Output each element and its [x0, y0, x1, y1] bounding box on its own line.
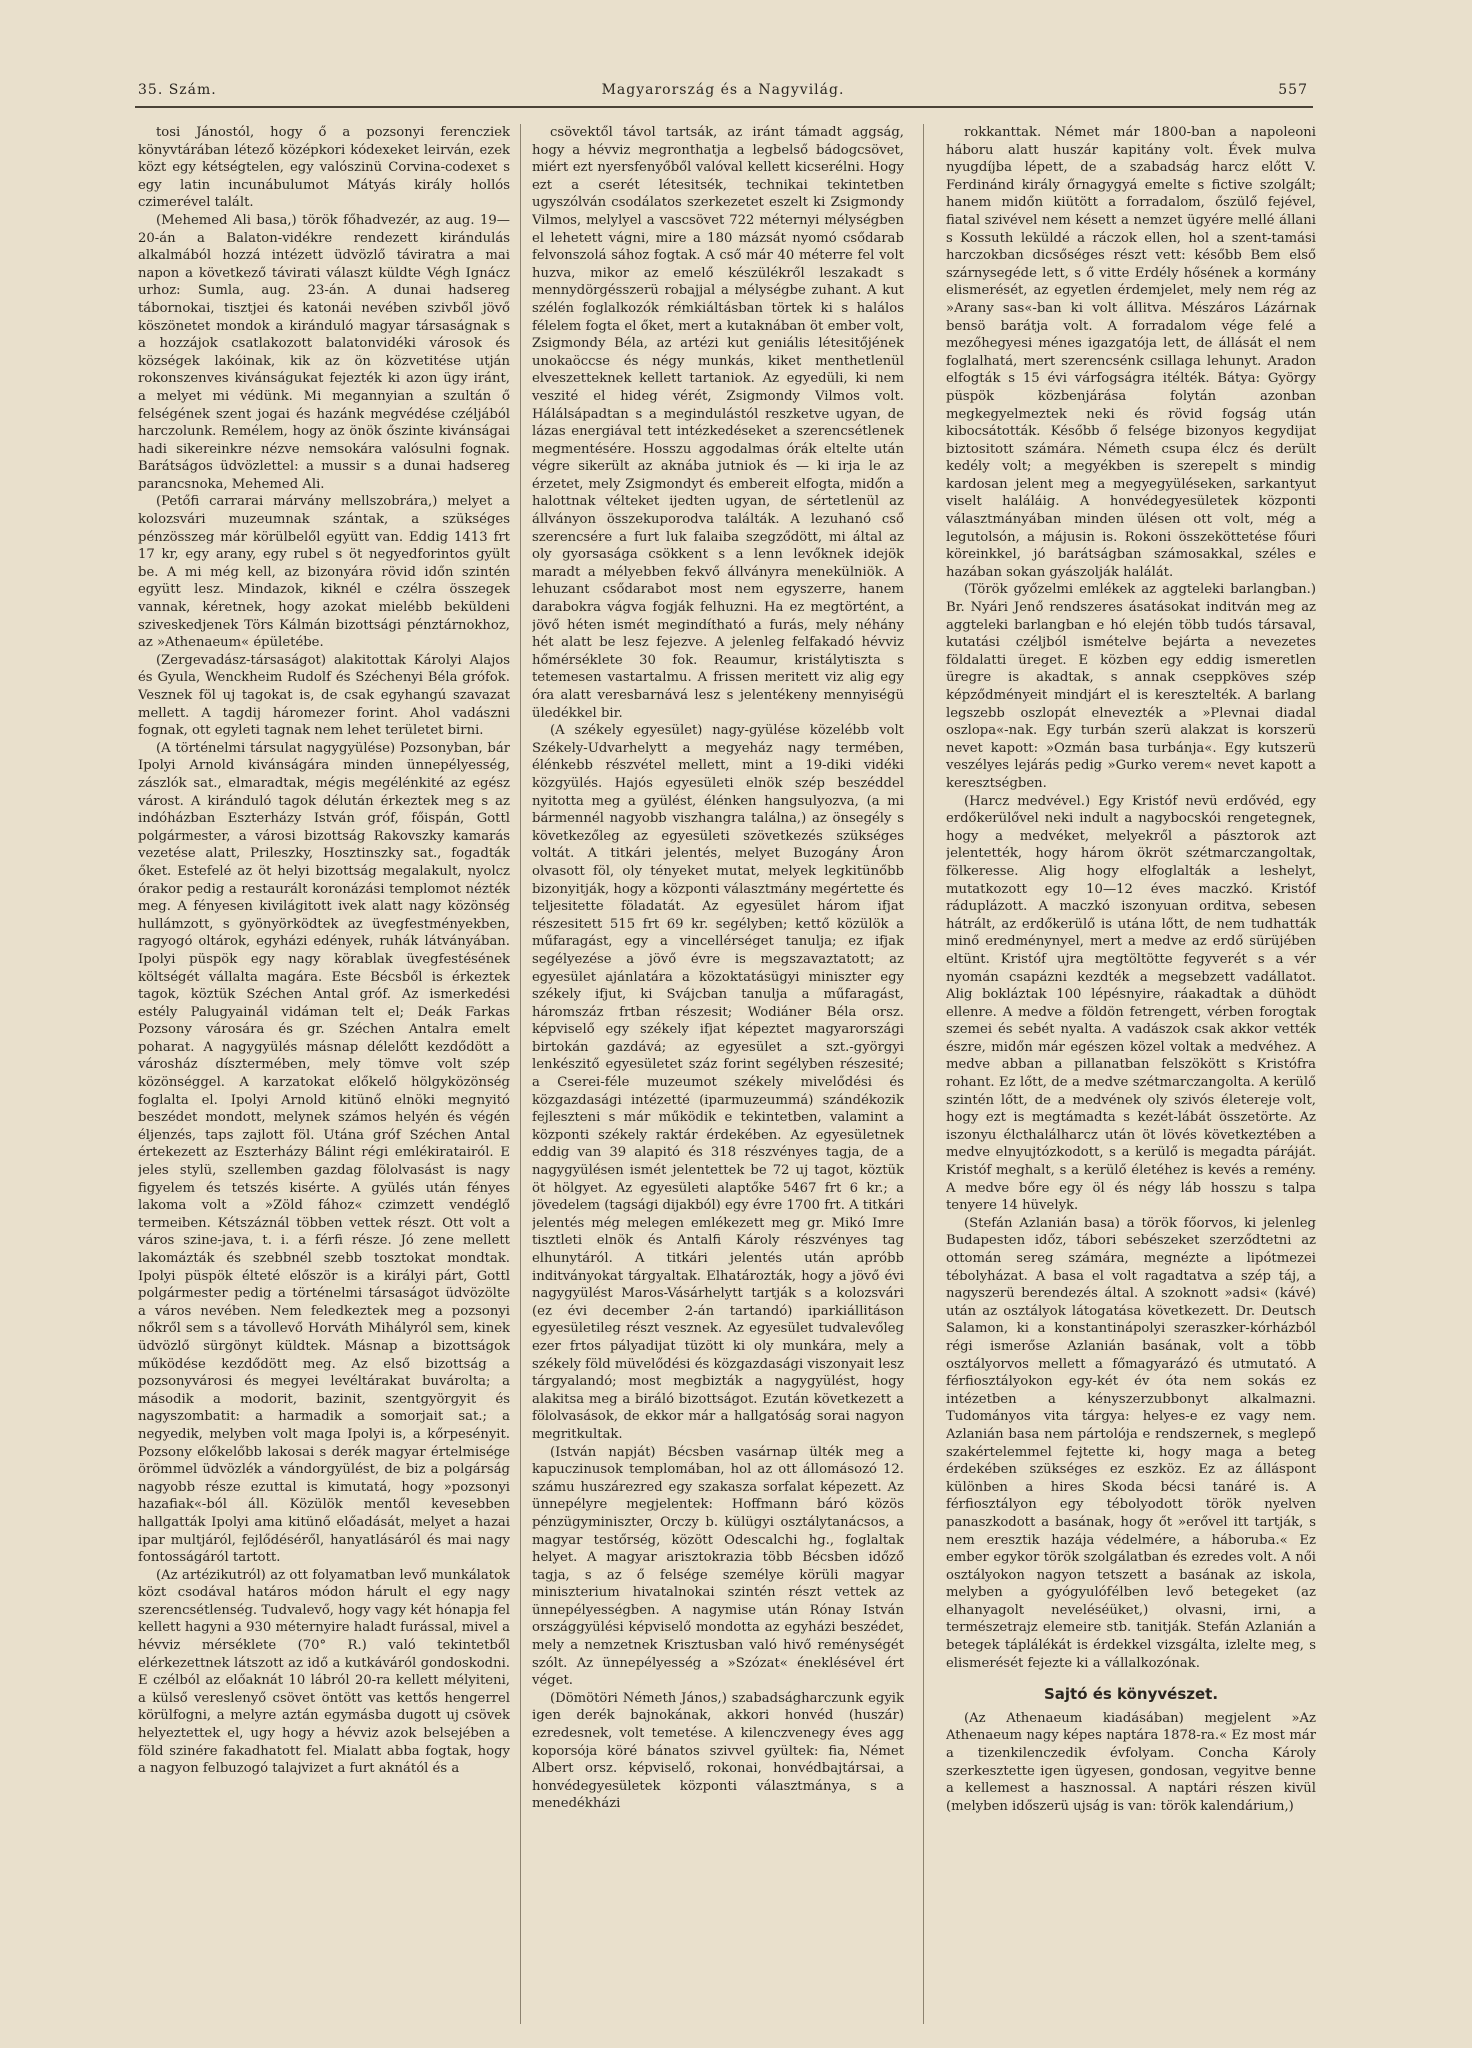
issue-number: 35. Szám.	[138, 82, 217, 98]
header-divider	[135, 106, 1313, 108]
article-paragraph: (Az artézikutról) az ott folyamatban levő munkálatok közt csodával határos módon hárult el egy nagy szerencsétlenség. Tudvalevő, hogy vagy két hónapja fel kellett hagyni a 930 méternyire haladt furással, mivel a hévviz mérséklete (70° R.) való tekintetből elérkezettnek látszott az idő a kutkáváról gondoskodni. E czélból az előaknát 10 lábról 20-ra kellett mélyiteni, a külső vereslenyő csövet öntött vas kettős hengerrel körülfogni, a melyre aztán egymásba dugott uj csövek helyeztettek el, ugy hogy a hévviz azok belsejében a föld szinére fakadhatott fel. Mialatt abba fogtak, hogy a nagyon felbuzogó talajvizet a furt aknától és a	[138, 1567, 510, 1777]
article-paragraph: (Az Athenaeum kiadásában) megjelent »Az Athenaeum nagy képes naptára 1878-ra.« Ez most már a tizenkilenczedik évfolyam. Concha Károly szerkesztette igen ügyesen, gondosan, vegyitve benne a kellemest a hasznossal. A naptári részen kivül (melyben időszerü ujság is van: török kalendárium,)	[946, 1710, 1316, 1814]
column-divider	[923, 124, 924, 2024]
article-paragraph: (Petőfi carrarai márvány mellszobrára,) melyet a kolozsvári muzeumnak szántak, a szükséges pénzösszeg már körülbelől együtt van. Eddig 1413 frt 17 kr, egy arany, egy rubel s öt negyedforintos gyült be. A mi még kell, az bizonyára rövid időn szintén együtt lesz. Mindazok, kiknél e czélra összegek vannak, kéretnek, hogy azokat mielébb beküldeni sziveskedjenek Törs Kálmán bizottsági pénztárnokhoz, az »Athenaeum« épületébe.	[138, 494, 510, 651]
article-paragraph: (A székely egyesület) nagy-gyülése közelébb volt Székely-Udvarhelytt a megyeház nagy termében, élénkebb részvétel mellett, mint a 19-diki vidéki közgyülés. Hajós egyesületi elnök szép beszéddel nyitotta meg a gyülést, élénken hangsulyozva, (a mi bármennél nagyobb viszhangra találna,) az önsegély s következőleg az egyesületi szövetkezés szükséges voltát. A titkári jelentés, melyet Buzogány Áron olvasott föl, oly tényeket mutat, melyek legkitünőbb bizonyitják, hogy a központi választmány megértette és teljesitette föladatát. Az egyesület három ifjat részesitett 515 frt 69 kr. segélyben; kettő közülök a műfaragást, egy a vincellérséget tanulja; ez ifjak segélyezése a jövő évre is megszavaztatott; az egyesület ajánlatára a közoktatásügyi miniszter egy székely ifjut, ki Svájcban tanulja a műfaragást, háromszáz frtban részesit; Wodiáner Béla orsz. képviselő egy székely ifjat képeztet magyarországi birtokán gazdává; az egyesület a szt.-györgyi lenkészitő egyesületet száz forint segélyben részesité; a Cserei-féle muzeumot székely mivelődési és közgazdasági intézetté (iparmuzeummá) szándékozik fejleszteni s már működik e tekintetben, valamint a központi székely raktár érdekében. Az egyesületnek eddig van 39 alapitó és 318 részvényes tagja, de a nagygyülésen ismét jelentettek be 72 uj tagot, köztük öt hölgyet. Az egyesületi alaptőke 5467 frt 6 kr.; a jövedelem (tagsági dijakból) egy évre 1700 frt. A titkári jelentés még melegen emlékezett meg gr. Mikó Imre tisztleti elnök és Antalfi Károly részvényes tag elhunytáról. A titkári jelentés után apróbb inditványokat tárgyaltak. Elhatározták, hogy a jövő évi nagygyülést Maros-Vásárhelytt tartják s a kolozsvári (ez évi december 2-án tartandó) iparkiállitáson egyesületileg részt vesznek. Az egyesület tudvalevőleg ezer frtos pályadijat tüzött ki oly munkára, mely a székely föld müvelődési és közgazdasági viszonyait lesz tárgyalandó; most megbizták a nagygyülést, hogy alakitsa meg a biráló bizottságot. Ezután következett a fölolvasások, de ekkor már a hallgatóság sorai nagyon megritkultak.	[532, 723, 904, 1442]
article-paragraph: (Dömötöri Németh János,) szabadságharczunk egyik igen derék bajnokának, akkori honvéd (huszár) ezredesnek, volt temetése. A kilenczvenegy éves agg koporsója köré bánatos szivvel gyültek: fia, Német Albert orsz. képviselő, rokonai, honvédbajtársai, a honvédegyesületek központi választmánya, s a menedékházi	[532, 1690, 904, 1812]
article-paragraph: (Harcz medvével.) Egy Kristóf nevü erdővéd, egy erdőkerülővel neki indult a nagybocskói rengetegnek, hogy a medvéket, melyekről a pásztorok azt jelentették, hogy három ökröt szétmarczangoltak, fölkeresse. Alig hogy elfoglalták a leshelyt, mutatkozott egy 10—12 éves maczkó. Kristóf ráduplázott. A maczkó iszonyuan orditva, sebesen hátrált, az erdőkerülő is utána lőtt, de nem tudhatták minő eredménynyel, mert a medve az erdő sürüjében eltünt. Kristóf ujra megtöltötte fegyverét s a vér nyomán csapázni kezdték a megsebzett vadállatot. Alig bokláztak 100 lépésnyire, ráakadtak a dühödt ellenre. A medve a földön fetrengett, vérben forogtak szemei és sebét nyalta. A vadászok csak akkor vették észre, midőn már egészen közel voltak a medvéhez. A medve abban a pillanatban felszökött s Kristófra rohant. Ez lőtt, de a medve szétmarczangolta. A kerülő szintén lőtt, de a medvének oly szivós életereje volt, hogy ezt is megtámadta s kezét-lábát összetörte. Az iszonyu élcthalálharcz után öt lövés következtében a medve elnyujtózkodott, s a kerülő is megadta páráját. Kristóf meghalt, s a kerülő életéhez is kevés a remény. A medve bőre egy öl és négy láb hosszu s talpa tenyere 14 hüvelyk.	[946, 793, 1316, 1214]
column-2	[532, 124, 904, 2034]
article-paragraph: rokkanttak. Német már 1800-ban a napoleoni háboru alatt huszár kapitány volt. Évek mulva nyugdíjba lépett, de a szabadság harcz előtt V. Ferdinánd király őrnagygyá emelte s fictive szolgált; hanem midőn kiütött a forradalom, őszülő fejével, fiatal szivével nem késett a nemzet ügyére mellé állani s Kossuth leküldé a ráczok ellen, hol a szent-tamási harczokban dicsőséges részt vett: később Bem első szárnysegéde lett, s ő vitte Erdély hősének a kormány elismerését, az egyetlen érdemjelet, mely nem rég az »Arany sas«-ban ki volt állitva. Mészáros Lázárnak bensö barátja volt. A forradalom vége felé a mezőhegyesi ménes igazgatója lett, de állását el nem foglalhatá, mert szerencsénk csillaga lehunyt. Aradon elfogták s 15 évi várfogságra itélték. Bátya: György püspök közbenjárása folytán azonban megkegyelmeztek neki és rövid fogság után kibocsátották. Később ő felsége bizonyos kegydijat biztositott számára. Németh csupa élcz és derült kedély volt; a megyékben is szerepelt s mindig kardosan jelent meg a megyegyüléseken, sarkantyut viselt haláláig. A honvédegyesületek központi választmányában minden ülésen ott volt, még a legutolsón, a májusin is. Rokoni összeköttetése főuri köreinkkel, jó barátságban számosakkal, széles e hazában sokan gyászolják halálát.	[946, 125, 1316, 580]
article-paragraph: tosi Jánostól, hogy ő a pozsonyi ferencziek könyvtárában létező középkori kódexeket leirván, ezek közt egy kétségtelen, egy valószinü Corvina-codexet s egy latin incunábulumot Mátyás király hollós czimerével talált.	[138, 125, 510, 211]
column-divider	[520, 124, 521, 2024]
column-1	[138, 124, 510, 2034]
article-paragraph: (Zergevadász-társaságot) alakitottak Károlyi Alajos és Gyula, Wenckheim Rudolf és Széchenyi Béla grófok. Vesznek föl uj tagokat is, de csak egyhangú szavazat mellett. A tagdij háromezer forint. Ahol vadászni fognak, ott egyleti tagnak nem lehet területet birni.	[138, 652, 510, 739]
column-3	[946, 124, 1316, 2034]
section-heading: Sajtó és könyvészet.	[1043, 1685, 1219, 1704]
article-paragraph: csövektől távol tartsák, az iránt támadt aggság, hogy a hévviz megronthatja a legbelső bádogcsövet, miért ezt nyersfenyőből valóval kellett kicserélni. Hogy ezt a cserét létesitsék, technikai tekintetben ugyszólván csodálatos szerkezetet eszelt ki Zsigmondy Vilmos, melylyel a vascsövet 722 méternyi mélységben el lehetett vágni, mire a 180 mázsát nyomó csődarab felvonszolá sához fogtak. A cső már 40 méterre fel volt huzva, mikor az emelő készülékről leszakadt s mennydörgésszerü robajjal a mélységbe zuhant. A kut szélén foglalkozók rémkiáltásban törtek ki s halálos félelem fogta el őket, mert a kutaknában öt ember volt, Zsigmondy Béla, az artézi kut geniális létesitőjének unokaöccse és négy munkás, kiket menthetlenül elveszetteknek kellett tartaniok. Az egyedüli, ki nem veszité el hideg vérét, Zsigmondy Vilmos volt. Hálálsápadtan s a megindulástól reszketve ugyan, de lázas energiával tett intézkedéseket a szerencsétlenek megmentésére. Hosszu aggodalmas órák eltelte után végre sikerült az aknába jutniok és — ki irja le az érzetet, mely Zsigmondyt és embereit elfogta, midőn a halottnak vélteket ijedten ugyan, de sértetlenül az állványon összekuporodva találták. A lezuhanó cső szerencsére a furt luk falaiba szegződött, mi által az oly gyorsasága csökkent s a lenn levőknek idejök maradt a mélyebben fekvő állványra menekülniök. A lehuzant csődarabot most nem egyszerre, hanem darabokra vágva fogják felhuzni. Ha ez megtörtént, a jövő héten ismét megindítható a furás, mely néhány hét alatt be lesz fejezve. A jelenleg felfakadó hévviz hőmérséklete 30 fok. Reaumur, kristálytiszta s tetemesen vastartalmu. A frissen meritett viz alig egy óra alatt veresbarnává lesz s jelentékeny mennyiségü üledékkel bir.	[532, 125, 904, 721]
publication-title: Magyarország és a Nagyvilág.	[601, 82, 845, 98]
article-paragraph: (Mehemed Ali basa,) török főhadvezér, az aug. 19—20-án a Balaton-vidékre rendezett kirándulás alkalmából hozzá intézett üdvözlő táviratra a mai napon a következő távirati választ küldte Végh Ignácz urhoz: Sumla, aug. 23-án. A dunai hadsereg tábornokai, tisztjei és katonái nevében szivből jövő köszönetet mondok a kiránduló magyar társaságnak s a hozzájok csatlakozott balatonvidéki városok és községek lakóinak, kik az ön közvetitése utján rokonszenves kivánságukat fejezték ki azon ügy iránt, a melyet mi védünk. Mi megannyian a szultán ő felségének szent jogai és hazánk megvédése czéljából harczolunk. Remélem, hogy az önök őszinte kivánságai hadi sikereinkre nézve nemsokára valósulni fognak. Barátságos üdvözlettel: a mussir s a dunai hadsereg parancsnoka, Mehemed Ali.	[138, 212, 510, 492]
page-number: 557	[1278, 82, 1308, 98]
article-paragraph: (Stefán Azlanián basa) a török főorvos, ki jelenleg Budapesten időz, tábori sebészeket szerződtetni az ottomán sereg számára, megnézte a lipótmezei tébolyházat. A basa el volt ragadtatva a szép táj, a nagyszerü berendezés által. A szoknott »adsi« (kávé) után az osztályok látogatása következett. Dr. Deutsch Salamon, ki a konstantinápolyi szeraszker-kórházból régi ismerőse Azlanián basának, volt a több osztályorvos mellett a főmagyarázó és utmutató. A férfiosztályokon egy-két év óta nem sokás ez intézetben a kényszerzubbonyt alkalmazni. Tudományos vita tárgya: helyes-e ez vagy nem. Azlanián basa nem pártolója e rendszernek, s meglepő szakértelemmel fejtette ki, hogy maga a beteg érdekében szükséges ez eszköz. Ez az álláspont különben a hires Skoda bécsi tanáré is. A férfiosztályon egy tébolyodott török nyelven panaszkodott a basának, hogy őt »erővel itt tartják, s nem eresztik hazája védelmére, a háboruba.« Ez ember egykor török szolgálatban és ezredes volt. A női osztályokon nagyon tetszett a basának az iskola, melyben a gyógyulófélben levő betegeket (az elhanyagolt neveléséüket,) olvasni, irni, a természetrajz elemeire stb. tanitják. Stefán Azlanián a betegek táplálékát is érdekkel vizsgálta, izlelte meg, s elismerését fejezte ki a vállalkozónak.	[946, 1215, 1316, 1671]
article-paragraph: (Török győzelmi emlékek az aggteleki barlangban.) Br. Nyári Jenő rendszeres ásatásokat inditván meg az aggteleki barlangban e hó elején több tudós társaval, kutatási czéljból ismételve bejárta a nevezetes földalatti üreget. E közben egy eddig ismeretlen üregre is akadtak, s annak cseppköves szép képződményeit mindjárt el is keresztelték. A barlang legszebb oszlopát elnevezték a »Plevnai diadal oszlopa«-nak. Egy turbán szerü alakzat is korszerü nevet kapott: »Ozmán basa turbánja«. Egy kutszerü veszélyes lejárás pedig »Gurko verem« nevet kapott a keresztségben.	[946, 582, 1316, 791]
article-paragraph: (István napját) Bécsben vasárnap ülték meg a kapuczinusok templomában, hol az ott állomásozó 12. számu huszárezred egy szakasza sorfalat képezett. Az ünnepélyre megjelentek: Hoffmann báró közös pénzügyminiszter, Orczy b. külügyi osztálytanácsos, a magyar testőrség, között Odescalchi hg., foglaltak helyet. A magyar arisztokrazia több Bécsben időző tagja, s az ő felsége személye körüli magyar miniszterium hivatalnokai szintén részt vettek az ünnepélyességben. A nagymise után Rónay István országgyülési képviselő mondotta az egyházi beszédet, mely a nemzetnek Krisztusban való hivő reménységét szólt. Az ünnepélyesség a »Szózat« éneklésével ért véget.	[532, 1444, 904, 1689]
article-paragraph: (A történelmi társulat nagygyülése) Pozsonyban, bár Ipolyi Arnold kivánságára minden ünnepélyesség, zászlók sat., elmaradtak, mégis megélénkité az egész várost. A kiránduló tagok délután érkeztek meg s az indóházban Eszterházy István gróf, főispán, Gottl polgármester, a városi bizottság Rakovszky kamarás vezetése alatt, Prileszky, Hosztinszky sat., fogadták őket. Estefelé az öt helyi bizottság megalakult, nyolcz órakor pedig a restaurált koronázási templomot nézték meg. A fényesen kivilágitott ivek alatt nagy közönség hullámzott, s gyönyörködtek az üvegfestményekben, ragyogó oltárok, egyházi edények, ruhák látványában. Ipolyi püspök egy nagy körablak üvegfestésének költségét vállalta magára. Este Bécsből is érkeztek tagok, köztük Széchen Antal gróf. Az ismerkedési estély Palugyainál vidáman telt el; Deák Farkas Pozsony városára és gr. Széchen Antalra emelt poharat. A nagygyülés másnap délelőtt kezdődött a városház dísztermében, mely tömve volt szép közönséggel. A karzatokat előkelő hölgyközönség foglalta el. Ipolyi Arnold kitünő elnöki megnyitó beszédet mondott, melynek számos helyén és végén éljenzés, taps zajlott föl. Utána gróf Széchen Antal értekezett az Eszterházy Bálint régi emlékiratairól. E jeles stylü, szellemben gazdag fölolvasást is nagy figyelem és tetszés kisérte. A gyülés után fényes lakoma volt a »Zöld fához« czimzett vendéglő termeiben. Kétszáznál többen vettek részt. Ott volt a város szine-java, t. i. a férfi része. Jó zene mellett lakomázták és szebbnél szebb tosztokat mondtak. Ipolyi püspök élteté először is a királyi párt, Gottl polgármester pedig a történelmi társaságot üdvözölte a város nevében. Nem feledkeztek meg a pozsonyi nőkről sem s a távollevő Horváth Mihályról sem, kinek üdvözlő sürgönyt küldtek. Másnap a bizottságok működése kezdődött meg. Az első bizottság a pozsonyvárosi és megyei levéltárakat buvárolta; a második a modorit, bazinit, szentgyörgyit és nagyszombatit: a harmadik a somorjait sat.; a negyedik, melyben volt maga Ipolyi is, a kőrpesényit. Pozsony előkelőbb lakosai s derék magyar értelmisége örömmel üdvözlék a vándorgyülést, de biz a polgárság nagyobb része ezuttal is kimutatá, hogy »pozsonyi hazafiak«-ból áll. Közülök mentől kevesebben hallgatták Ipolyi ama kitünő előadását, melyet a hazai ipar multjáról, fejlődéséről, hanyatlásáról és mai nagy fontosságáról tartott.	[138, 740, 510, 1566]
running-head	[138, 78, 1308, 102]
